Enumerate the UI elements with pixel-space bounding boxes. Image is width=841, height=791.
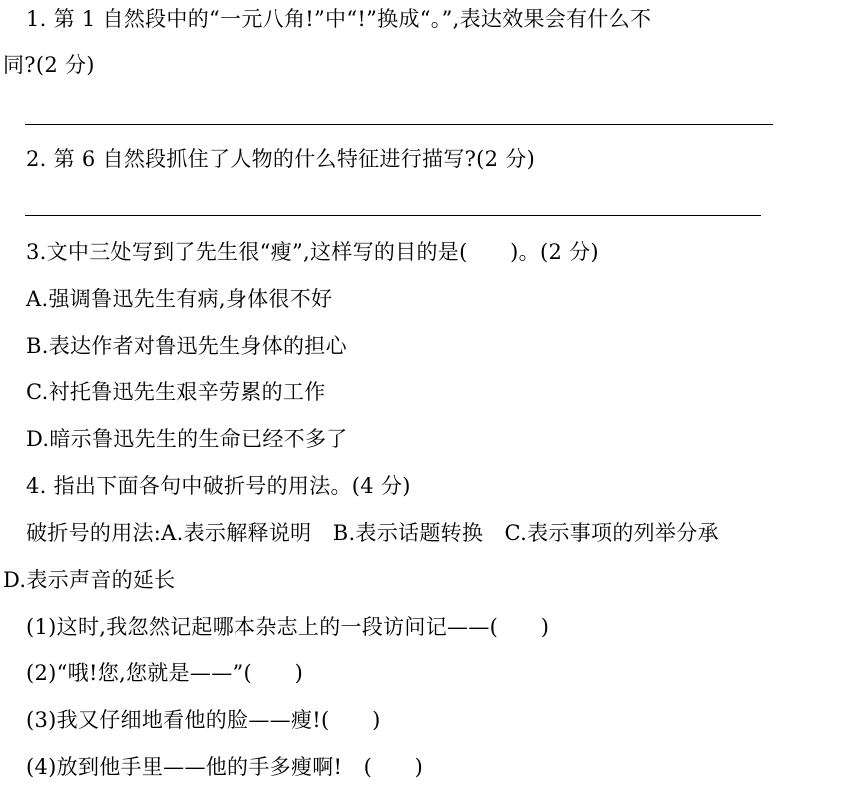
option-d: D.暗示鲁迅先生的生命已经不多了 (26, 427, 348, 451)
dash-usage-line-2: D.表示声音的延长 (3, 568, 176, 592)
question-1-line-2: 同?(2 分) (3, 53, 95, 77)
sentence-item-4: (4)放到他手里——他的手多瘦啊! ( ) (26, 755, 424, 779)
answer-line-2[interactable] (25, 215, 761, 216)
option-b: B.表达作者对鲁迅先生身体的担心 (26, 334, 347, 358)
sentence-item-3: (3)我又仔细地看他的脸——瘦!( ) (26, 708, 381, 732)
sentence-item-2: (2)“哦!您,您就是——”( ) (26, 661, 304, 685)
question-1-line-1: 1. 第 1 自然段中的“一元八角!”中“!”换成“。”,表达效果会有什么不 (26, 7, 652, 31)
question-2: 2. 第 6 自然段抓住了人物的什么特征进行描写?(2 分) (26, 147, 536, 171)
question-3: 3.文中三处写到了先生很“瘦”,这样写的目的是( )。(2 分) (26, 240, 599, 264)
sentence-item-1: (1)这时,我忽然记起哪本杂志上的一段访问记——( ) (26, 615, 550, 639)
option-a: A.强调鲁迅先生有病,身体很不好 (26, 287, 333, 311)
dash-usage-line-1: 破折号的用法:A.表示解释说明 B.表示话题转换 C.表示事项的列举分承 (26, 521, 719, 545)
answer-line-1[interactable] (25, 124, 773, 125)
question-4: 4. 指出下面各句中破折号的用法。(4 分) (26, 474, 411, 498)
option-c: C.衬托鲁迅先生艰辛劳累的工作 (26, 380, 326, 404)
